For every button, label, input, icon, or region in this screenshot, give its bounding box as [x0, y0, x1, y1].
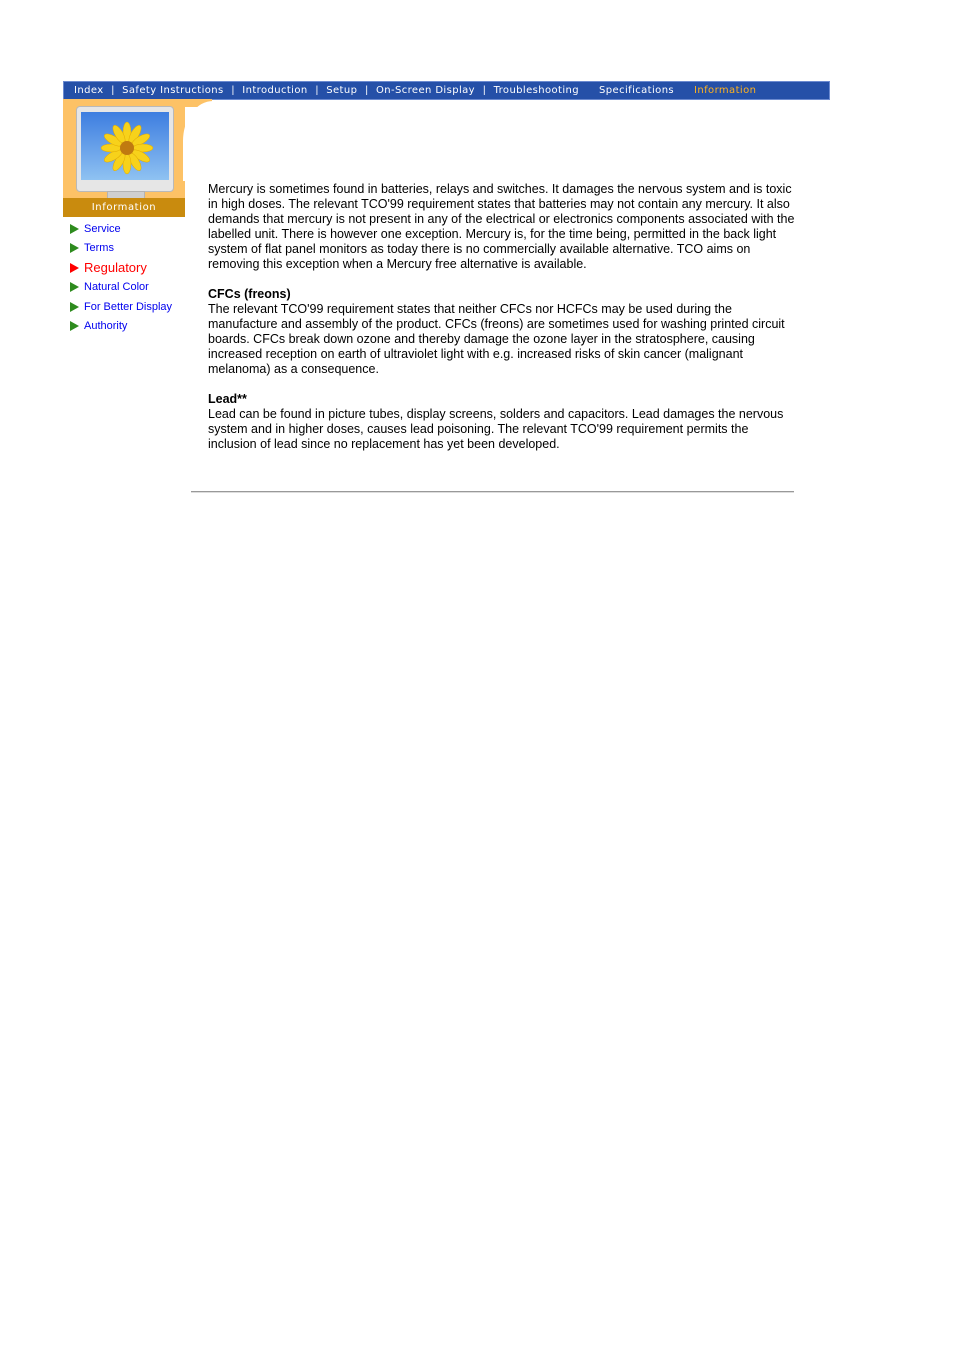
cfc-heading: CFCs (freons): [208, 287, 291, 301]
sidebar-item-regulatory[interactable]: [70, 258, 200, 278]
triangle-right-icon: [70, 282, 79, 292]
triangle-right-icon: [70, 243, 79, 253]
nav-specifications[interactable]: Specifications: [599, 85, 675, 96]
sidebar-item-terms[interactable]: [70, 239, 200, 259]
decorative-curve: [183, 101, 243, 181]
lead-section: [208, 392, 798, 452]
sidebar-item-for-better-display[interactable]: [70, 297, 200, 317]
sidebar-item-label[interactable]: Authority: [84, 320, 128, 333]
sidebar-header: Information: [63, 198, 185, 217]
nav-separator: |: [315, 85, 319, 96]
nav-separator: |: [111, 85, 115, 96]
mercury-paragraph: Mercury is sometimes found in batteries, relays and switches. It damages the nervous system and is toxic in high doses. The relevant TCO'99 requirement states that batteries may not contain any mercury. It also demands that mercury is not present in any of the electrical or electronics components associated with the labelled unit. There is however one exception. Mercury is, for the time being, permitted in the back light system of flat panel monitors as today there is no commercially available alternative. TCO aims on removing this exception when a Mercury free alternative is available.: [208, 182, 795, 271]
triangle-right-icon: [70, 224, 79, 234]
sunflower-icon: [81, 112, 169, 180]
cfc-section: [208, 287, 798, 377]
sidebar-item-label[interactable]: Terms: [84, 242, 114, 255]
sidebar-item-label[interactable]: Regulatory: [84, 260, 147, 276]
sidebar-item-label[interactable]: Natural Color: [84, 281, 149, 294]
lead-heading: Lead**: [208, 392, 247, 406]
triangle-right-icon: [70, 263, 79, 273]
nav-separator: |: [231, 85, 235, 96]
nav-separator: |: [365, 85, 368, 96]
nav-setup[interactable]: Setup: [326, 85, 358, 96]
sidebar-item-label[interactable]: For Better Display: [84, 300, 173, 313]
sidebar-item-authority[interactable]: [70, 317, 200, 337]
content-divider: [191, 491, 794, 493]
cfc-paragraph: The relevant TCO'99 requirement states that neither CFCs nor HCFCs may be used during the manufacture and assembly of the product. CFCs (freons) are sometimes used for washing printed circuit boards. CFCs break down ozone and thereby damage the ozone layer in the stratosphere, causing increased reception on earth of ultraviolet light with e.g. increased risks of skin cancer (malignant melanoma) as a consequence.: [208, 302, 785, 376]
monitor-with-flower-icon: [76, 106, 174, 192]
nav-safety-instructions[interactable]: Safety Instructions: [122, 85, 224, 96]
nav-on-screen-display[interactable]: On-Screen Display: [375, 85, 475, 96]
triangle-right-icon: [70, 302, 79, 312]
nav-introduction[interactable]: Introduction: [242, 85, 308, 96]
sidebar-item-service[interactable]: [70, 219, 200, 239]
sidebar-menu: [70, 219, 200, 336]
lead-paragraph: Lead can be found in picture tubes, display screens, solders and capacitors. Lead damages the nervous system and in higher doses, causes lead poisoning. The relevant TCO'99 requirement permits the inclusion of lead since no replacement has yet been developed.: [208, 407, 784, 451]
nav-index[interactable]: Index: [74, 85, 104, 96]
monitor-screen: [81, 112, 169, 180]
top-navigation: [63, 81, 830, 100]
sidebar-item-label[interactable]: Service: [84, 222, 121, 235]
nav-information[interactable]: Information: [694, 85, 757, 96]
nav-separator: |: [482, 85, 486, 96]
sidebar-item-natural-color[interactable]: [70, 278, 200, 298]
nav-troubleshooting[interactable]: Troubleshooting: [493, 85, 580, 96]
triangle-right-icon: [70, 321, 79, 331]
main-content: [208, 182, 798, 467]
